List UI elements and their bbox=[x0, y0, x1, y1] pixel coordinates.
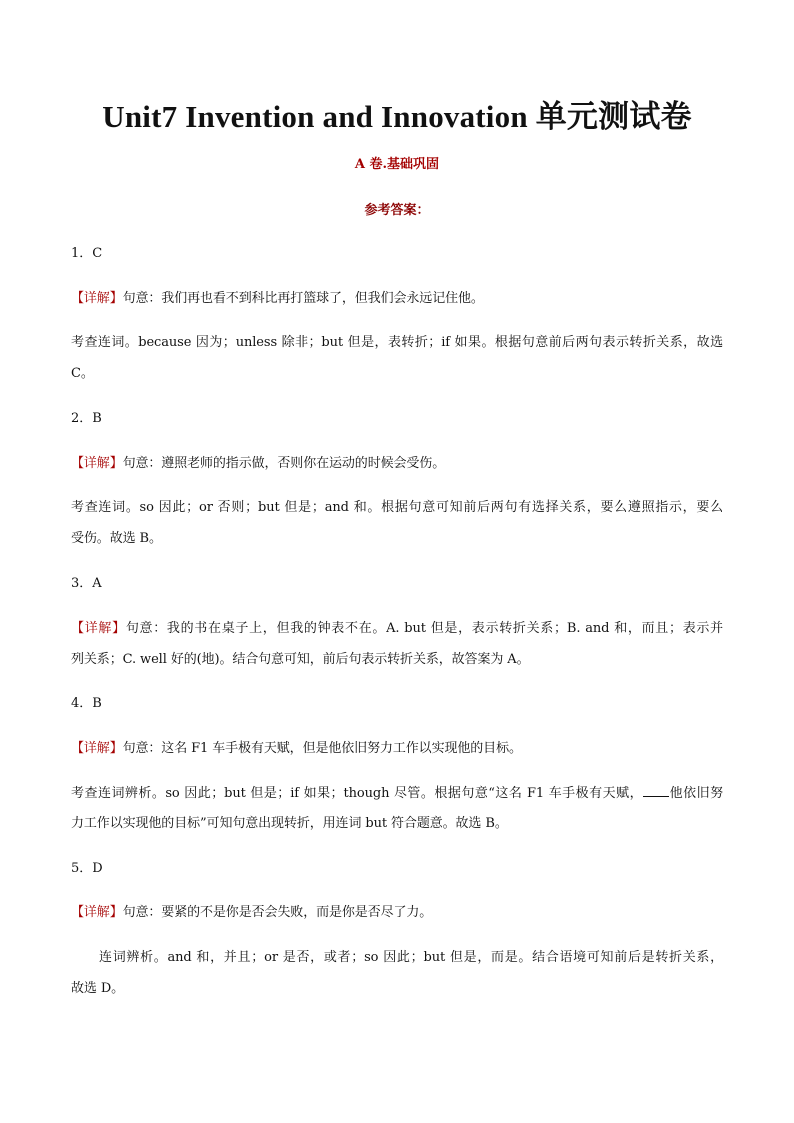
detail-tag: 【详解】 bbox=[71, 741, 123, 756]
question-2-meaning bbox=[71, 455, 723, 473]
meaning-text: 句意：遵照老师的指示做，否则你在运动的时候会受伤。 bbox=[122, 456, 446, 471]
detail-tag: 【详解】 bbox=[71, 905, 123, 920]
meaning-text: 句意：我们再也看不到科比再打篮球了，但我们会永远记住他。 bbox=[122, 291, 484, 306]
question-2-explanation-line-2: 受伤。故选 B。 bbox=[71, 531, 162, 546]
meaning-text: 句意：要紧的不是你是否会失败，而是你是否尽了力。 bbox=[122, 905, 433, 920]
question-4-explanation-line-1 bbox=[71, 784, 723, 803]
fill-blank bbox=[643, 784, 669, 797]
question-4-answer: 4．B bbox=[71, 696, 102, 711]
section-heading: A 卷.基础巩固 bbox=[354, 157, 440, 172]
question-5-meaning bbox=[71, 904, 723, 922]
question-3-answer: 3．A bbox=[71, 576, 102, 591]
answers-heading: 参考答案： bbox=[364, 203, 430, 218]
meaning-text: 句意：这名 F1 车手极有天赋，但是他依旧努力工作以实现他的目标。 bbox=[122, 741, 522, 756]
question-1-answer: 1．C bbox=[71, 246, 103, 261]
meaning-text: 句意：我的书在桌子上，但我的钟表不在。A. but 但是，表示转折关系；B. and 和，而且；表示并 bbox=[125, 621, 724, 636]
document-title: Unit7 Invention and Innovation 单元测试卷 bbox=[102, 99, 692, 134]
question-1-explanation-line-2: C。 bbox=[71, 366, 94, 381]
explanation-text: 他依旧努 bbox=[669, 786, 723, 801]
detail-tag: 【详解】 bbox=[71, 621, 126, 636]
question-3-meaning-line-1 bbox=[71, 620, 723, 638]
question-5-explanation-line-2: 故选 D。 bbox=[71, 981, 125, 996]
question-5-explanation-line-1: 连词辨析。and 和，并且；or 是否，或者；so 因此；but 但是，而是。结合语境可知前后是转折关系， bbox=[99, 950, 723, 965]
question-2-answer: 2．B bbox=[71, 411, 102, 426]
detail-tag: 【详解】 bbox=[71, 291, 123, 306]
question-4-explanation-line-2: 力工作以实现他的目标”可知句意出现转折，用连词 but 符合题意。故选 B。 bbox=[71, 816, 508, 831]
explanation-text: 考查连词辨析。so 因此；but 但是；if 如果；though 尽管。根据句意“这名 F1 车手极有天赋， bbox=[71, 786, 644, 801]
question-5-answer: 5．D bbox=[71, 861, 103, 876]
question-1-meaning bbox=[71, 290, 723, 308]
question-3-meaning-line-2: 列关系；C. well 好的(地)。结合句意可知，前后句表示转折关系，故答案为 A。 bbox=[71, 652, 530, 667]
question-2-explanation-line-1: 考查连词。so 因此；or 否则；but 但是；and 和。根据句意可知前后两句有选择关系，要么遵照指示，要么 bbox=[71, 500, 723, 515]
question-4-meaning bbox=[71, 740, 723, 758]
detail-tag: 【详解】 bbox=[71, 456, 123, 471]
question-1-explanation-line-1: 考查连词。because 因为；unless 除非；but 但是，表转折；if 如果。根据句意前后两句表示转折关系，故选 bbox=[71, 335, 723, 350]
